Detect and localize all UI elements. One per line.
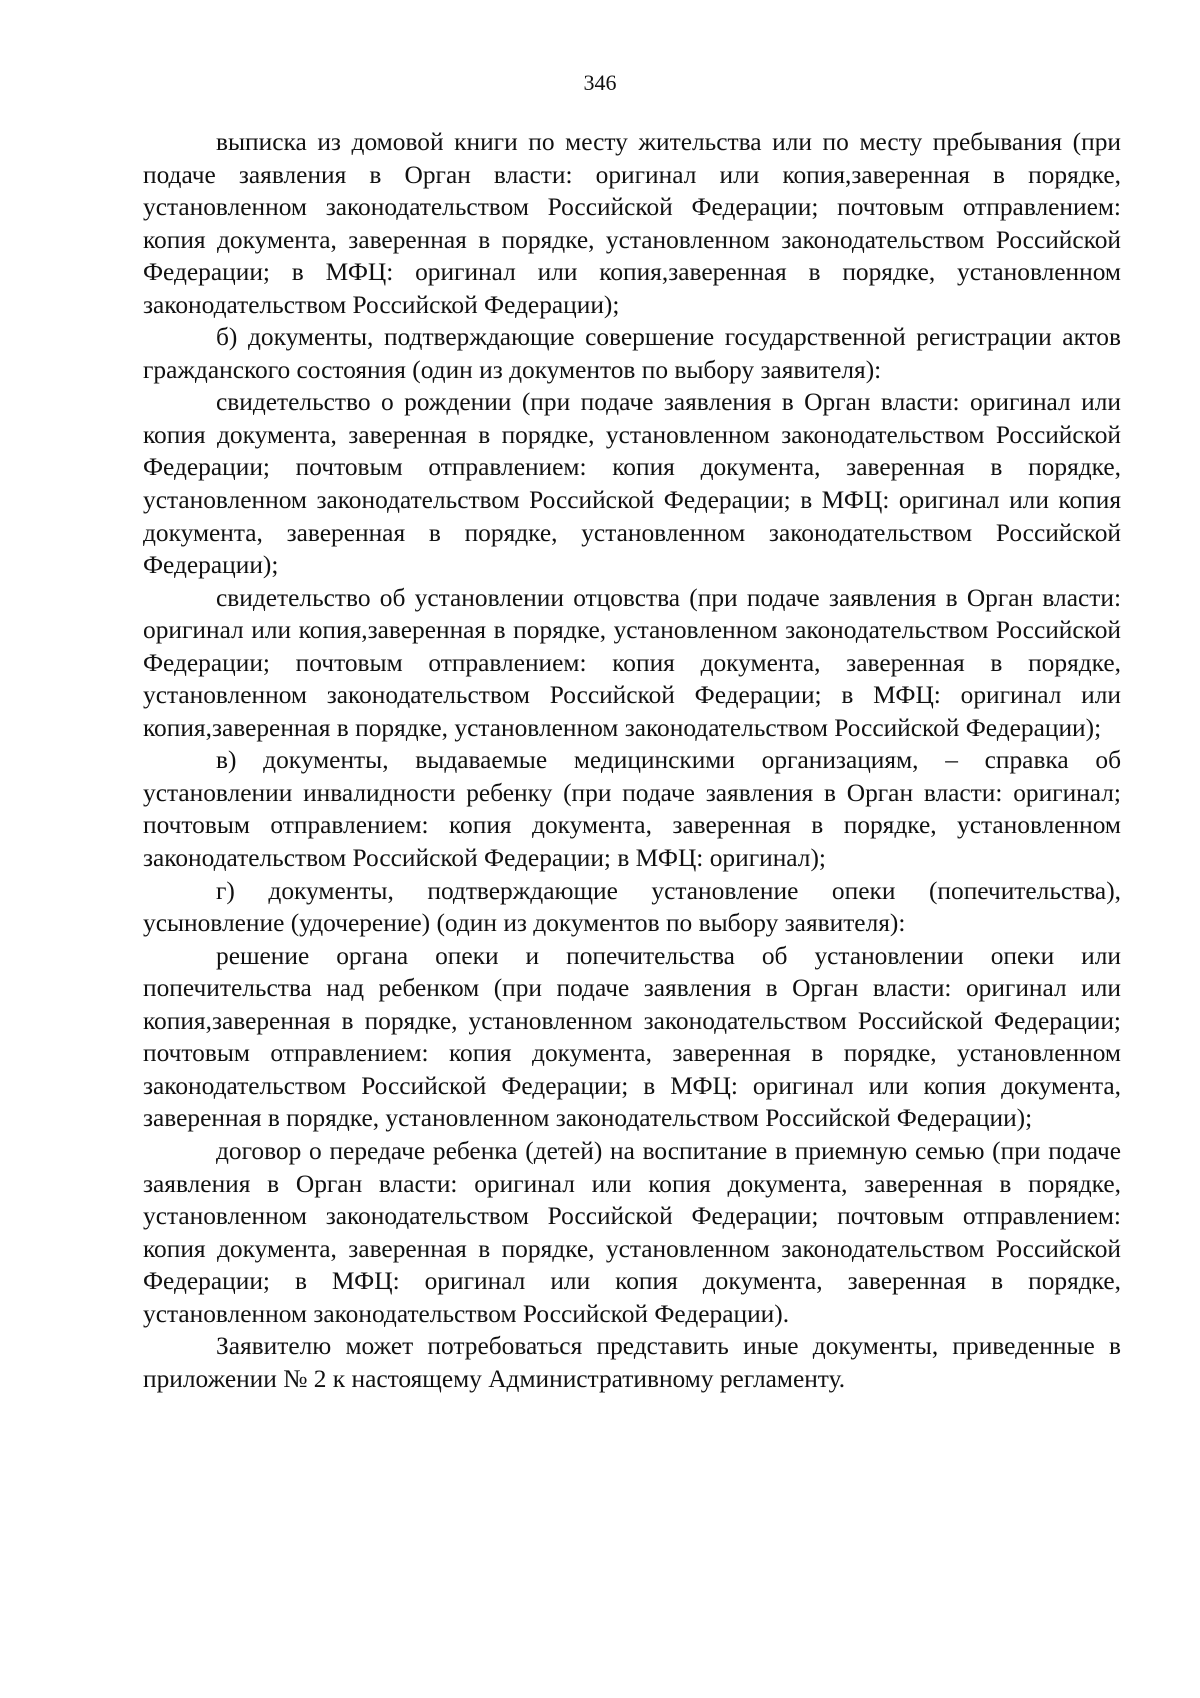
- paragraph-foster-family-agreement: договор о передаче ребенка (детей) на воспитание в приемную семью (при подаче заявления в Орган власти: оригинал или копия документа, заверенная в порядке, установленном законодательством Российской Федерации; почтовым отправлением: копия документа, заверенная в порядке, установленном законодательством Российской Федерации; в МФЦ: оригинал или копия документа, заверенная в порядке, установленном законодательством Российской Федерации).: [143, 1136, 1121, 1328]
- paragraph-house-register-extract: выписка из домовой книги по месту жительства или по месту пребывания (при подаче заявления в Орган власти: оригинал или копия,заверенная в порядке, установленном законодательством Российской Федерации; почтовым отправлением: копия документа, заверенная в порядке, установленном законодательством Российской Федерации; в МФЦ: оригинал или копия,заверенная в порядке, установленном законодательством Российской Федерации);: [143, 128, 1121, 319]
- paragraph-other-documents: Заявителю может потребоваться представить иные документы, приведенные в приложении № 2 к настоящему Административному регламенту.: [143, 1332, 1121, 1393]
- paragraph-medical-documents: в) документы, выдаваемые медицинскими организациям, – справка об установлении инвалидности ребенку (при подаче заявления в Орган власти: оригинал; почтовым отправлением: копия документа, заверенная в порядке, установленном законодательством Российской Федерации; в МФЦ: оригинал);: [143, 746, 1121, 873]
- paragraph-civil-registration-documents: б) документы, подтверждающие совершение государственной регистрации актов гражданского состояния (один из документов по выбору заявителя):: [143, 323, 1121, 384]
- document-body: [143, 126, 1121, 1395]
- paragraph-guardianship-documents: г) документы, подтверждающие установление опеки (попечительства), усыновление (удочерение) (один из документов по выбору заявителя):: [143, 876, 1121, 938]
- page-number: 346: [583, 70, 617, 95]
- paragraph-guardianship-decision: решение органа опеки и попечительства об установлении опеки или попечительства над ребенком (при подаче заявления в Орган власти: оригинал или копия,заверенная в порядке, установленном законодательством Российской Федерации; почтовым отправлением: копия документа, заверенная в порядке, установленном законодательством Российской Федерации; в МФЦ: оригинал или копия документа, заверенная в порядке, установленном законодательством Российской Федерации);: [143, 941, 1121, 1133]
- paragraph-birth-certificate: свидетельство о рождении (при подаче заявления в Орган власти: оригинал или копия документа, заверенная в порядке, установленном законодательством Российской Федерации; почтовым отправлением: копия документа, заверенная в порядке, установленном законодательством Российской Федерации; в МФЦ: оригинал или копия документа, заверенная в порядке, установленном законодательством Российской Федерации);: [143, 388, 1121, 580]
- paragraph-paternity-certificate: свидетельство об установлении отцовства (при подаче заявления в Орган власти: оригинал или копия,заверенная в порядке, установленном законодательством Российской Федерации; почтовым отправлением: копия документа, заверенная в порядке, установленном законодательством Российской Федерации; в МФЦ: оригинал или копия,заверенная в порядке, установленном законодательством Российской Федерации);: [143, 583, 1121, 742]
